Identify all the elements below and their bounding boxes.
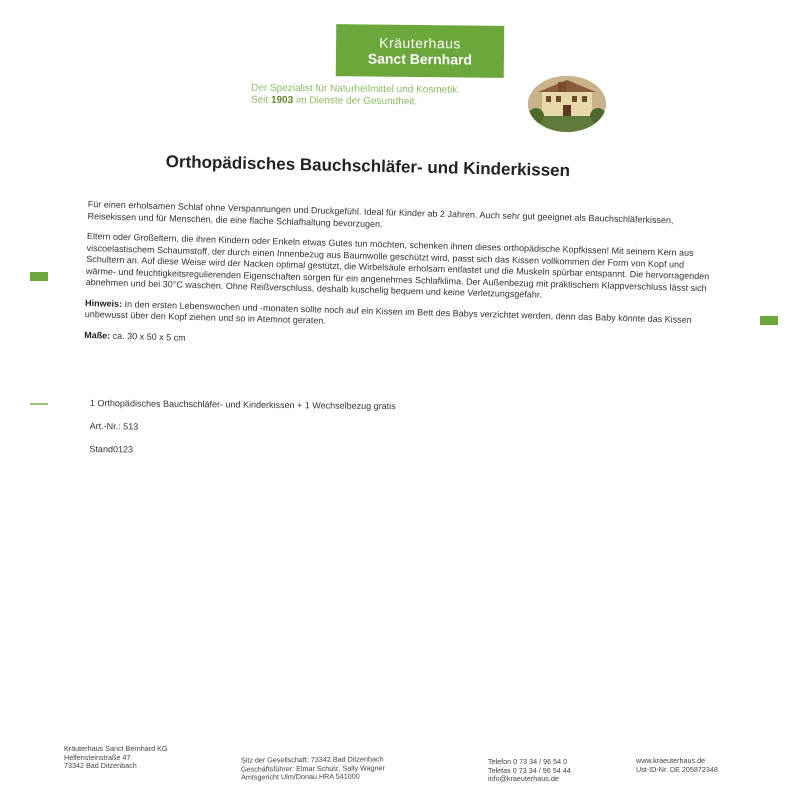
fold-mark-left	[30, 272, 48, 281]
footer-website[interactable]: www.kraeuterhaus.de	[636, 756, 706, 765]
product-details	[89, 398, 510, 471]
logo-line-2: Sanct Bernhard	[367, 50, 473, 68]
footer-line: 73342 Bad Ditzenbach	[64, 761, 137, 770]
footer-phone: Telefon 0 73 34 / 96 54 0	[488, 757, 568, 766]
footer-vat-id: Ust-ID-Nr. DE 205872348	[636, 764, 718, 774]
hint-label: Hinweis:	[84, 297, 123, 309]
tagline-suffix: im Dienste der Gesundheit.	[293, 95, 418, 108]
article-number: Art.-Nr.: 513	[89, 420, 139, 432]
footer-line: Sitz der Gesellschaft: 73342 Bad Ditzenbach	[240, 754, 384, 765]
document-title: Orthopädisches Bauchschläfer- und Kinderkissen	[165, 152, 571, 181]
footer-email[interactable]: info@kraeuterhaus.de	[488, 774, 559, 783]
tagline-line-1: Der Spezialist für Naturheilmittel und Kosmetik.	[251, 82, 461, 96]
footer-legal	[241, 755, 385, 782]
footer-web	[636, 757, 718, 774]
size-text: ca. 30 x 50 x 5 cm	[110, 330, 186, 343]
logo-line-1: Kräuterhaus	[379, 34, 462, 52]
intro-paragraph: Für einen erholsamen Schlaf ohne Verspannungen und Druckgefühl. Ideal für Kinder ab 2 Jahren. Auch sehr gut geeignet als Bauchschläferkissen, Reisekissen und für Menschen, die eine flache Schlafhaltung bevorzugen.	[87, 199, 674, 229]
hint-text: In den ersten Lebenswochen und -monaten sollte noch auf ein Kissen im Bett des Babys verzichtet werden, denn das Baby könnte das Kissen unbewusst über den Kopf ziehen und so in Atemnot geraten.	[84, 298, 692, 326]
footer-line: Geschäftsführer: Elmar Schulz, Sally Wagner	[240, 762, 385, 774]
document-body	[84, 199, 720, 368]
brand-logo	[336, 24, 505, 78]
brand-tagline	[251, 83, 521, 110]
footer-line: Helfensteinstraße 47	[64, 752, 131, 762]
tagline-year: 1903	[270, 94, 294, 107]
footer-fax: Telefax 0 73 34 / 96 54 44	[488, 765, 571, 775]
fold-mark-right	[760, 316, 778, 325]
package-contents: 1 Orthopädisches Bauchschläfer- und Kinderkissen + 1 Wechselbezug gratis	[89, 398, 396, 412]
description-paragraph: Eltern oder Großeltern, die ihren Kindern oder Enkeln etwas Gutes tun möchten, schenken ihnen dieses orthopädische Kopfkissen! Mit seinem Kern aus viscoelastischem Schaumstoff, der durch einen Innenbezug aus Baumwolle geschützt wird, passt sich das Kissen vollkommen der Form von Kopf und Schultern an. Auf diese Weise wird der Nacken optimal gestützt, die Wirbelsäule erholsam entlastet und die Muskeln spürbar entspannt. Die hervorragenden wärme- und feuchtigkeitsregulierenden Eigenschaften sorgen für ein angenehmes Schlafklima. Der Außenbezug mit praktischem Klappverschluss lässt sich abnehmen und bei 30°C waschen. Ohne Reißverschluss, deshalb kuschelig bequem und keine Verletzungsgefahr.	[85, 230, 710, 300]
tagline-prefix: Seit	[250, 94, 272, 106]
footer-company	[64, 745, 167, 771]
building-illustration	[528, 76, 606, 132]
building-photo	[528, 76, 606, 132]
footer-contact	[488, 758, 571, 784]
footer-line: Amtsgericht Ulm/Donau HRA 541000	[241, 771, 360, 782]
footer-line: Kräuterhaus Sanct Bernhard KG	[64, 744, 168, 753]
size-label: Maße:	[84, 329, 111, 341]
tagline-line-2	[251, 95, 521, 110]
document-stand: Stand0123	[89, 443, 134, 455]
punch-mark-left	[30, 403, 48, 405]
